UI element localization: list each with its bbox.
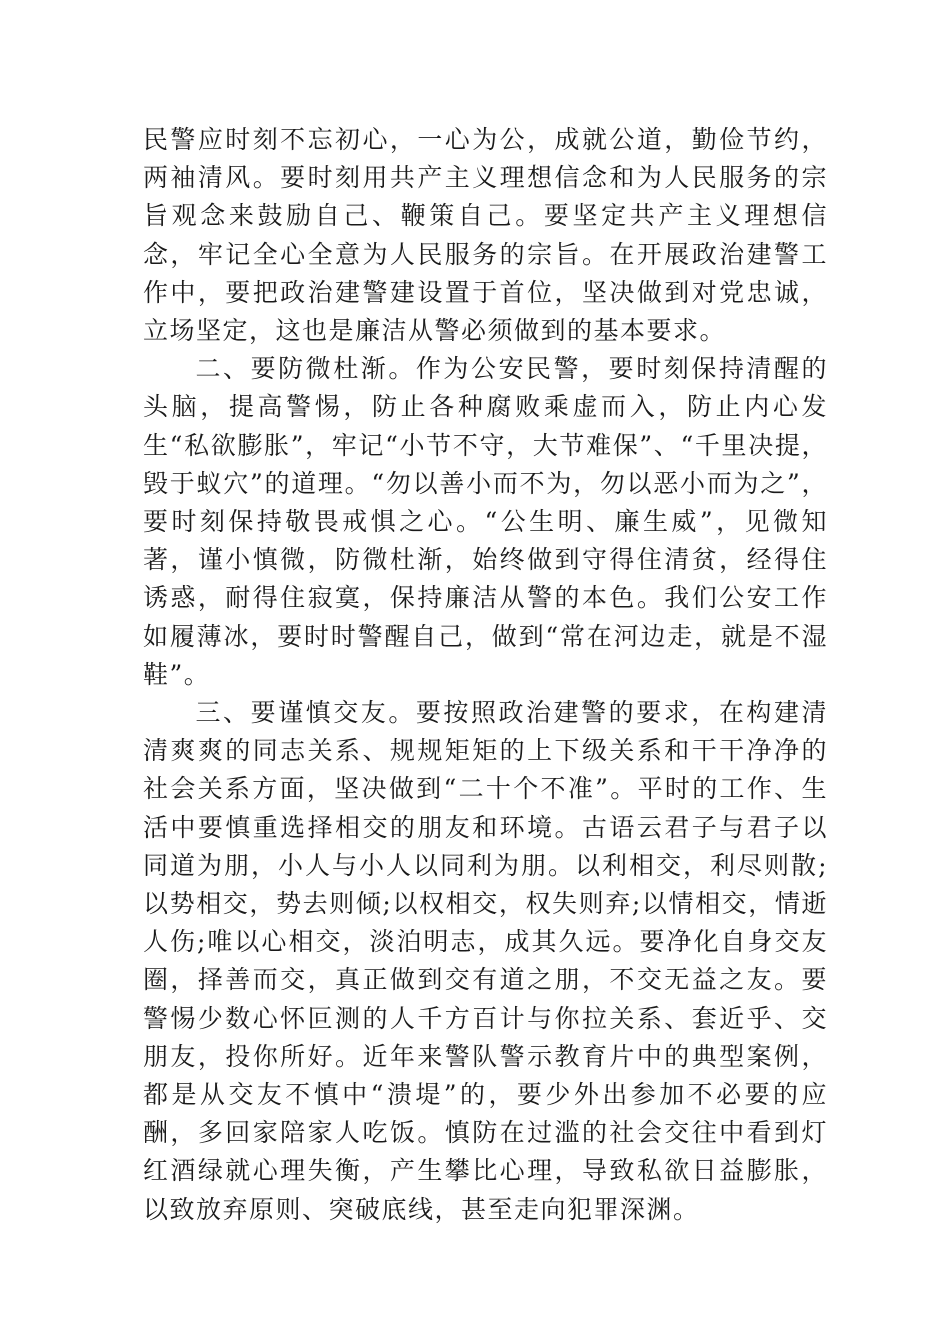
paragraph-2-prevent-small-faults: 二、要防微杜渐。作为公安民警，要时刻保持清醒的头脑，提高警惕，防止各种腐败乘虚而入，防止内心发生“私欲膨胀”，牢记“小节不守，大节难保”、“千里决提，毁于蚁穴”的道理。“勿以善小而不为，勿以恶小而为之”，要时刻保持敬畏戒惧之心。“公生明、廉生威”，见微知著，谨小慎微，防微杜渐，始终做到守得住清贫，经得住诱惑，耐得住寂寞，保持廉洁从警的本色。我们公安工作如履薄冰，要时时警醒自己，做到“常在河边走，就是不湿鞋”。 [143,354,828,689]
paragraph-1: 民警应时刻不忘初心，一心为公，成就公道，勤俭节约，两袖清风。要时刻用共产主义理想信念和为人民服务的宗旨观念来鼓励自己、鞭策自己。要坚定共产主义理想信念，牢记全心全意为人民服务的宗旨。在开展政治建警工作中，要把政治建警建设置于首位，坚决做到对党忠诚，立场坚定，这也是廉洁从警必须做到的基本要求。 [143,125,828,346]
document-body [143,121,828,1229]
paragraph-3-careful-friendship: 三、要谨慎交友。要按照政治建警的要求，在构建清清爽爽的同志关系、规规矩矩的上下级关系和干干净净的社会关系方面，坚决做到“二十个不准”。平时的工作、生活中要慎重选择相交的朋友和环境。古语云君子与君子以同道为朋，小人与小人以同利为朋。以利相交，利尽则散;以势相交，势去则倾;以权相交，权失则弃;以情相交，情逝人伤;唯以心相交，淡泊明志，成其久远。要净化自身交友圈，择善而交，真正做到交有道之朋，不交无益之友。要警惕少数心怀叵测的人千方百计与你拉关系、套近乎、交朋友，投你所好。近年来警队警示教育片中的典型案例，都是从交友不慎中“溃堤”的，要少外出参加不必要的应酬，多回家陪家人吃饭。慎防在过滥的社会交往中看到灯红酒绿就心理失衡，产生攀比心理，导致私欲日益膨胀，以致放弃原则、突破底线，甚至走向犯罪深渊。 [143,698,828,1224]
